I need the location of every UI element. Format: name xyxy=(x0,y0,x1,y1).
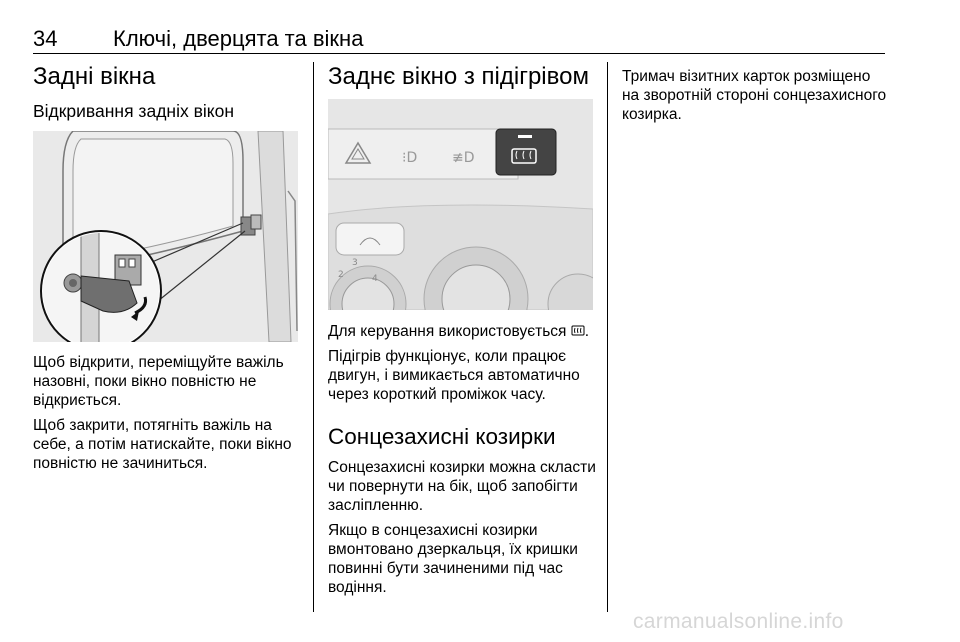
column-2-text xyxy=(328,322,596,597)
rear-window-heat-icon xyxy=(571,323,585,337)
section-title-sun-visors: Сонцезахисні козирки xyxy=(328,424,556,449)
watermark: carmanualsonline.info xyxy=(633,610,844,633)
svg-text:4: 4 xyxy=(372,274,378,284)
paragraph-heated-window-operation: Підігрів функціонує, коли працює двигун, і вимикається автоматично через короткий проміжок часу. xyxy=(328,348,580,403)
paragraph-close-instructions: Щоб закрити, потягніть важіль на себе, а потім натискайте, поки вікно повністю не зачиниться. xyxy=(33,417,292,472)
section-title-rear-windows: Задні вікна xyxy=(33,63,156,90)
page-header xyxy=(33,26,885,52)
svg-text:2: 2 xyxy=(338,270,344,280)
paragraph-heated-window-control xyxy=(328,322,596,341)
column-1 xyxy=(33,62,301,122)
subsection-title-opening-rear-windows: Відкривання задніх вікон xyxy=(33,101,235,121)
column-divider-1 xyxy=(313,62,314,612)
svg-text:≢D: ≢D xyxy=(452,150,475,166)
column-1-text xyxy=(33,353,301,473)
paragraph-sun-visors-fold: Сонцезахисні козирки можна скласти чи повернути на бік, щоб запобігти засліпленню. xyxy=(328,459,596,514)
heated-window-control-end: . xyxy=(584,323,590,340)
header-rule xyxy=(33,53,885,54)
dashboard-switches-illustration xyxy=(328,99,593,310)
svg-text:⁝D: ⁝D xyxy=(402,150,418,166)
paragraph-open-instructions: Щоб відкрити, переміщуйте важіль назовні, поки вікно повністю не відкриється. xyxy=(33,354,284,409)
column-divider-2 xyxy=(607,62,608,612)
svg-text:3: 3 xyxy=(352,258,358,268)
paragraph-card-holder: Тримач візитних карток розміщено на зворотній стороні сонцезахисного козирка. xyxy=(622,68,887,123)
rear-window-latch-illustration xyxy=(33,131,298,342)
heated-window-control-text: Для керування використовується xyxy=(328,323,567,340)
column-3 xyxy=(622,67,890,124)
page-number: 34 xyxy=(33,26,58,51)
chapter-title: Ключі, дверцята та вікна xyxy=(113,26,364,51)
paragraph-sun-visors-mirrors: Якщо в сонцезахисні козирки вмонтовано дзеркальця, їх кришки повинні бути зачиненими під час водіння. xyxy=(328,522,578,596)
column-2 xyxy=(328,62,596,92)
section-title-heated-rear-window: Заднє вікно з підігрівом xyxy=(328,63,589,90)
